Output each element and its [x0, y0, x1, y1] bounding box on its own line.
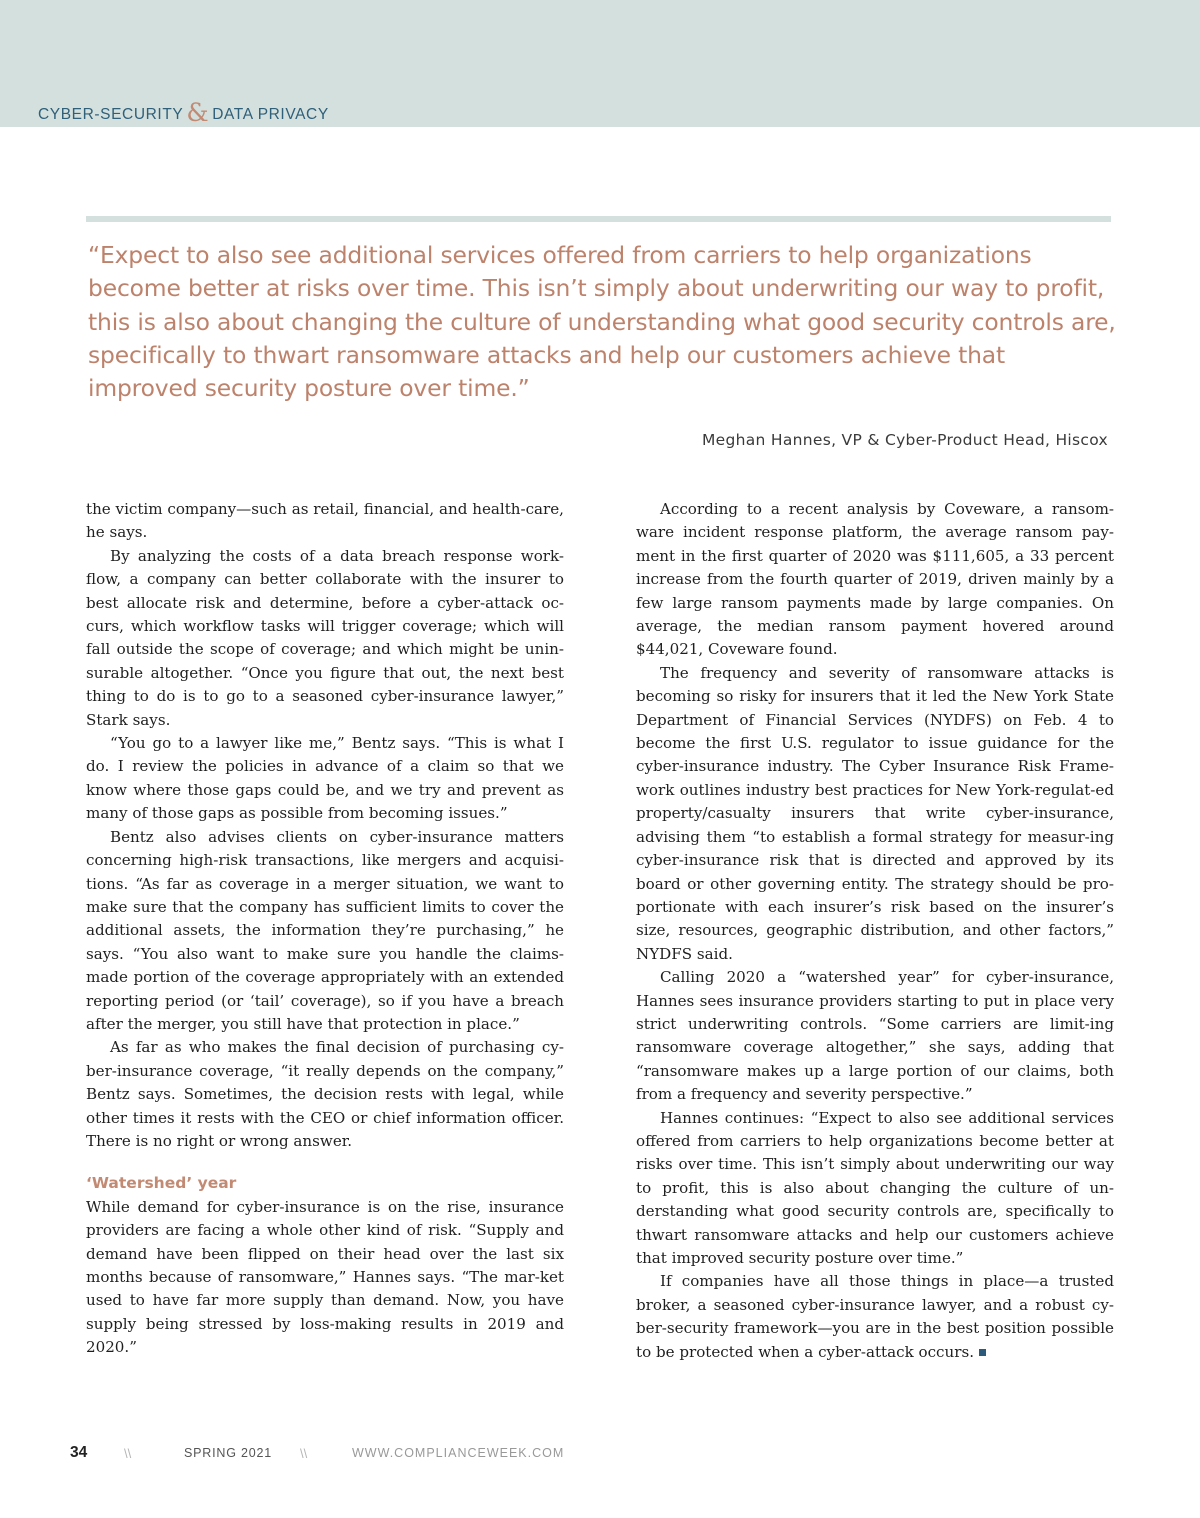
- article-paragraph: By analyzing the costs of a data breach response work-flow, a company can better collaborate with the insurer to best allocate risk and determine, before a cyber-attack oc-curs, which workflow tasks will trigger coverage; which will fall outside the scope of coverage; and which might be unin-surable altogether. “Once you figure that out, the next best thing to do is to go to a seasoned cyber-insurance lawyer,” Stark says.: [86, 546, 564, 729]
- issue-label: SPRING 2021: [184, 1446, 273, 1460]
- article-paragraph: While demand for cyber-insurance is on the rise, insurance providers are facing a whole other kind of risk. “Supply and demand have been flipped on their head over the last six months because of ransomware,” Hannes says. “The mar-ket used to have far more supply than demand. Now, you have supply being stressed by loss-making results in 2019 and 2020.”: [86, 1197, 564, 1357]
- article-paragraph-final: [636, 1270, 1114, 1364]
- section-label-part1: CYBER-SECURITY: [38, 106, 184, 123]
- article-paragraph: Bentz also advises clients on cyber-insurance matters concerning high-risk transactions, like mergers and acquisi-tions. “As far as coverage in a merger situation, we want to make sure that the company has sufficient limits to cover the additional assets, the information they’re purchasing,” he says. “You also want to make sure you handle the claims-made portion of the coverage appropriately with an extended reporting period (or ‘tail’ coverage), so if you have a breach after the merger, you still have that protection in place.”: [86, 827, 564, 1033]
- website-link[interactable]: WWW.COMPLIANCEWEEK.COM: [352, 1446, 565, 1460]
- left-column: [86, 498, 564, 1360]
- end-of-article-marker: [979, 1349, 986, 1356]
- footer-separator: \\: [124, 1446, 132, 1461]
- pull-quote-rule: [86, 216, 1111, 222]
- right-column: [636, 498, 1114, 1364]
- page-number: 34: [70, 1444, 88, 1461]
- final-paragraph-text: If companies have all those things in place—a trusted broker, a seasoned cyber-insurance lawyer, and a robust cy-ber-security framework—you are in the best position possible to be protected when a cyber-attack occurs.: [636, 1272, 1114, 1361]
- article-paragraph: The frequency and severity of ransomware attacks is becoming so risky for insurers that it led the New York State Department of Financial Services (NYDFS) on Feb. 4 to become the first U.S. regulator to issue guidance for the cyber-insurance industry. The Cyber Insurance Risk Frame-work outlines industry best practices for New York-regulat-ed property/casualty insurers that write cyber-insurance, advising them “to establish a formal strategy for measur-ing cyber-insurance risk that is directed and approved by its board or other governing entity. The strategy should be pro-portionate with each insurer’s risk based on the insurer’s size, resources, geographic distribution, and other factors,” NYDFS said.: [636, 663, 1114, 963]
- article-paragraph: the victim company—such as retail, financial, and health-care, he says.: [86, 500, 564, 542]
- article-paragraph: Calling 2020 a “watershed year” for cyber-insurance, Hannes sees insurance providers starting to put in place very strict underwriting controls. “Some carriers are limit-ing ransomware coverage altogether,” she says, adding that “ransomware makes up a large portion of our claims, both from a frequency and severity perspective.”: [636, 968, 1114, 1104]
- article-paragraph: “You go to a lawyer like me,” Bentz says. “This is what I do. I review the policies in advance of a claim so that we know where those gaps could be, and we try and prevent as many of those gaps as possible from becoming issues.”: [86, 734, 564, 823]
- section-subhead: ‘Watershed’ year: [86, 1174, 237, 1193]
- footer-separator: \\: [300, 1446, 308, 1461]
- article-paragraph: As far as who makes the final decision of purchasing cy-ber-insurance coverage, “it really depends on the company,” Bentz says. Sometimes, the decision rests with legal, while other times it rests with the CEO or chief information officer. There is no right or wrong answer.: [86, 1038, 564, 1150]
- section-label-part2: DATA PRIVACY: [212, 106, 329, 123]
- pull-quote: “Expect to also see additional services offered from carriers to help organizations become better at risks over time. This isn’t simply about underwriting our way to profit, this is also about changing the culture of understanding what good security controls are, specifically to thwart ransomware attacks and help our customers achieve that improved security posture over time.”: [88, 241, 1116, 403]
- article-paragraph: According to a recent analysis by Coveware, a ransom-ware incident response platform, the average ransom pay-ment in the first quarter of 2020 was $111,605, a 33 percent increase from the fourth quarter of 2019, driven mainly by a few large ransom payments made by large companies. On average, the median ransom payment hovered around $44,021, Coveware found.: [636, 500, 1114, 659]
- section-label: [38, 96, 329, 125]
- pull-quote-attribution: Meghan Hannes, VP & Cyber-Product Head, Hiscox: [701, 431, 1108, 449]
- section-label-ampersand: &: [186, 98, 210, 127]
- article-paragraph: Hannes continues: “Expect to also see additional services offered from carriers to help organizations become better at risks over time. This isn’t simply about underwriting our way to profit, this is also about changing the culture of un-derstanding what good security controls are, specifically to thwart ransomware attacks and help our customers achieve that improved security posture over time.”: [636, 1108, 1114, 1267]
